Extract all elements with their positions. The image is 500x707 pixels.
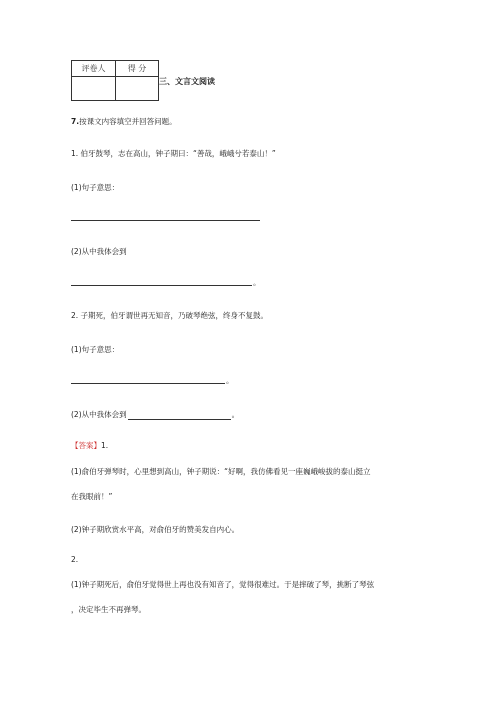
answer-tag: 【答案】 [71,441,101,450]
item1-text: 1. 伯牙鼓琴，志在高山，钟子期曰：“善哉，峨峨兮若泰山！” [71,149,276,158]
item2-sub2-period: 。 [231,410,240,419]
item2-sub2-row [71,409,239,420]
item2-sub1-period: 。 [226,376,234,385]
item2-sub2: (2)从中我体会到 [71,410,127,419]
answer-first-number: 1. [101,441,109,450]
answer1-part2: (2)钟子期欣赏水平高，对俞伯牙的赞美发自内心。 [71,525,240,534]
score-box [71,60,159,101]
grader-label: 评卷人 [72,61,116,77]
question-heading [71,116,177,127]
score-label: 得 分 [116,61,159,77]
item1-sub1: (1)句子意思： [71,183,120,192]
question-prompt: 按课文内容填空并回答问题。 [79,117,177,126]
answer1-line1: (1)俞伯牙弹琴时，心里想到高山，钟子期说：“好啊，我仿佛看见一座巍峨峻拔的泰山挺立 [71,467,371,476]
item1-sub2: (2)从中我体会到 [71,247,127,256]
answer2-line1: (1)钟子期死后，俞伯牙觉得世上再也没有知音了，觉得很难过。于是摔破了琴，挑断了琴弦 [71,580,375,589]
answer2-line2: ，决定毕生不再弹琴。 [71,605,146,614]
item2-sub1-blank[interactable] [71,383,225,384]
item1-sub2-period: 。 [253,278,261,287]
item2-text: 2. 子期死，伯牙谓世再无知音，乃破琴绝弦，终身不复鼓。 [71,311,269,320]
section-title: 三、文言文阅读 [159,77,215,86]
grader-cell [72,77,116,101]
answer1-line2: 在我眼前！” [71,492,113,501]
item1-sub1-blank[interactable] [71,220,260,221]
item1-sub2-blank[interactable] [71,285,252,286]
question-number: 7. [71,117,80,126]
score-cell [116,77,159,101]
item2-sub2-blank[interactable] [128,411,231,420]
answer-heading [71,440,108,451]
item2-sub1: (1)句子意思： [71,345,120,354]
answer2-number: 2. [71,555,79,564]
